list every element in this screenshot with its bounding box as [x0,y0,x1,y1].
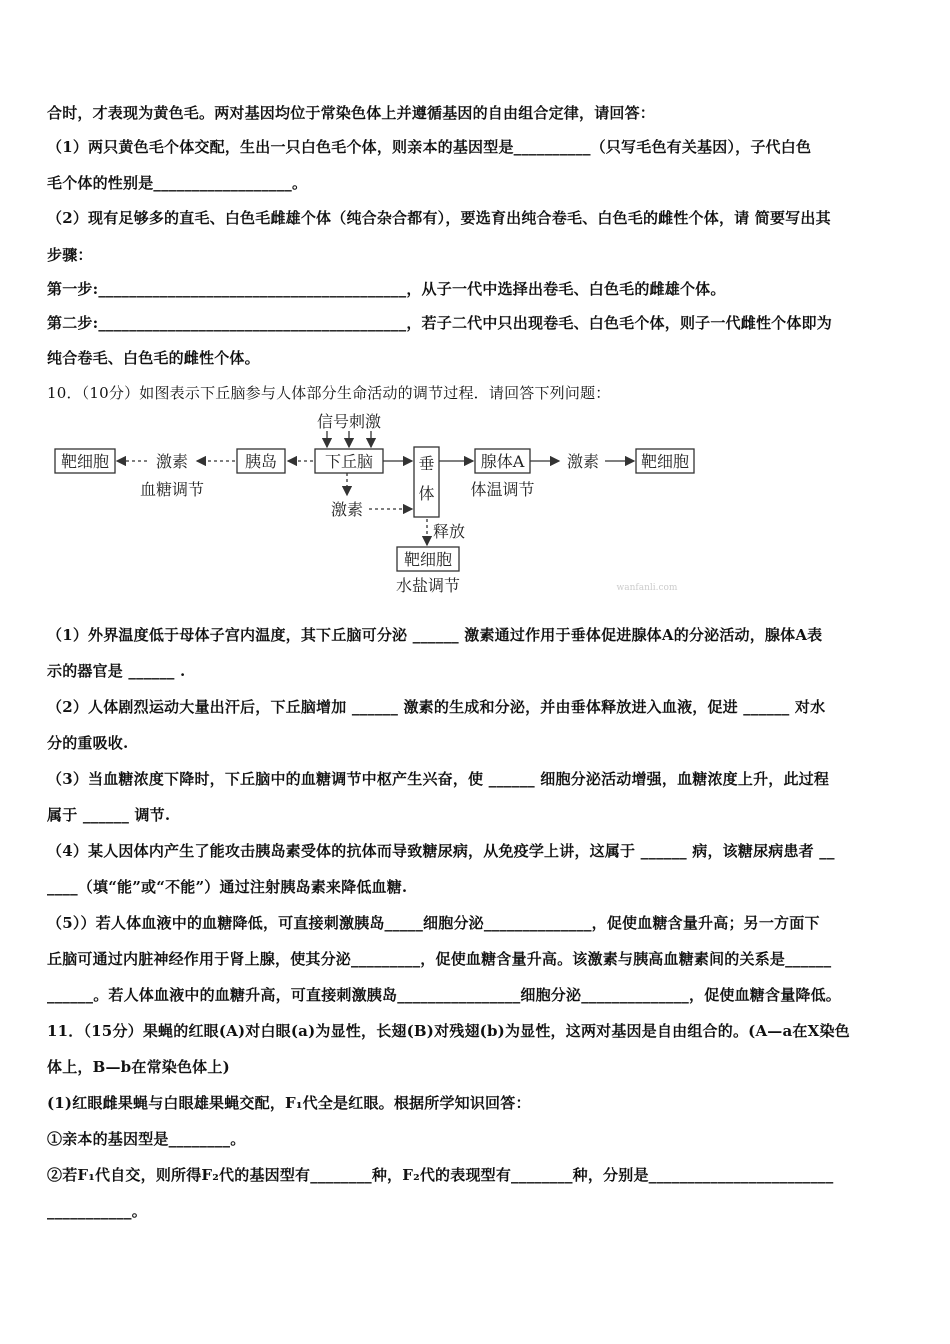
text-line-q10-3a: （3）当血糖浓度下降时，下丘脑中的血糖调节中枢产生兴奋，使 ______ 细胞分泌活动增强，血糖浓度上升，此过程 [47,770,830,788]
text-line-q11-2: 体上，B—b在常染色体上) [47,1058,230,1076]
target-cell-bottom-label: 靶细胞 [403,550,453,569]
hypothalamus-regulation-diagram [47,407,707,603]
hormone-right-label: 激素 [566,452,600,471]
question-11-heading: 11．（15分）果蝇的红眼(A)对白眼(a)为显性，长翅(B)对残翅(b)为显性，这两对基因是自由组合的。(A—a在X染色 [47,1022,850,1040]
text-line-q10-5c: ______。若人体血液中的血糖升高，可直接刺激胰岛________________细胞分泌______________，促使血糖含量降低。 [47,986,842,1004]
body-temp-label: 体温调节 [470,480,535,499]
text-line-8: 纯合卷毛、白色毛的雌性个体。 [47,349,260,367]
text-line-q10-4a: （4）某人因体内产生了能攻击胰岛素受体的抗体而导致糖尿病，从免疫学上讲，这属于 ______ 病，该糖尿病患者 __ [47,842,835,860]
text-line-q10-4b: ____（填“能”或“不能”）通过注射胰岛素来降低血糖. [47,878,408,896]
text-line-q10-2a: （2）人体剧烈运动大量出汗后，下丘脑增加 ______ 激素的生成和分泌，并由垂体释放进入血液，促进 ______ 对水 [47,698,826,716]
signal-label: 信号刺激 [316,412,382,431]
hypothalamus-label: 下丘脑 [324,452,374,471]
pituitary-label-2: 体 [418,484,435,503]
target-cell-left-label: 靶细胞 [60,452,110,471]
water-salt-label: 水盐调节 [395,576,461,595]
text-line-7: 第二步:________________________________________，若子二代中只出现卷毛、白色毛个体，则子一代雌性个体即为 [47,314,832,332]
text-line-2: （1）两只黄色毛个体交配，生出一只白色毛个体，则亲本的基因型是__________（只写毛色有关基因），子代白色 [47,138,812,156]
text-line-q10-1a: （1）外界温度低于母体子宫内温度，其下丘脑可分泌 ______ 激素通过作用于垂体促进腺体A的分泌活动，腺体A表 [47,626,823,644]
blood-sugar-label: 血糖调节 [139,480,205,499]
text-line-q10-5a: （5））若人体血液中的血糖降低，可直接刺激胰岛_____细胞分泌______________，促使血糖含量升高；另一方面下 [47,914,820,932]
release-label: 释放 [432,522,466,541]
text-line-1: 合时，才表现为黄色毛。两对基因均位于常染色体上并遵循基因的自由组合定律，请回答： [47,104,656,122]
hormone-mid-label: 激素 [330,500,364,519]
islet-label: 胰岛 [244,452,278,471]
text-line-3: 毛个体的性别是__________________。 [47,174,308,192]
text-line-q10-1b: 示的器官是 ______ . [47,662,186,680]
text-line-q11-4: ①亲本的基因型是________。 [47,1130,246,1148]
text-line-4: （2）现有足够多的直毛、白色毛雌雄个体（纯合杂合都有），要选育出纯合卷毛、白色毛的雌性个体，请 简要写出其 [47,209,831,227]
text-line-q10-2b: 分的重吸收. [47,734,129,752]
pituitary-label-1: 垂 [418,454,435,473]
hormone-left-label: 激素 [155,452,189,471]
gland-a-label: 腺体A [480,452,525,471]
text-line-6: 第一步:________________________________________，从子一代中选择出卷毛、白色毛的雌雄个体。 [47,280,726,298]
watermark: wanfanli.com [616,583,678,593]
text-line-q11-6: ___________。 [47,1202,147,1220]
text-line-q11-3: (1)红眼雌果蝇与白眼雄果蝇交配，F₁代全是红眼。根据所学知识回答： [47,1094,531,1112]
question-10-heading: 10．（10分）如图表示下丘脑参与人体部分生命活动的调节过程．请回答下列问题： [47,384,611,402]
text-line-q10-5b: 丘脑可通过内脏神经作用于肾上腺，使其分泌_________，促使血糖含量升高。该激素与胰高血糖素间的关系是______ [47,950,832,968]
text-line-q11-5: ②若F₁代自交，则所得F₂代的基因型有________种，F₂代的表现型有________种，分别是________________________ [47,1166,834,1184]
text-line-5: 步骤： [47,246,93,264]
text-line-q10-3b: 属于 ______ 调节. [47,806,171,824]
target-cell-right-label: 靶细胞 [640,452,690,471]
